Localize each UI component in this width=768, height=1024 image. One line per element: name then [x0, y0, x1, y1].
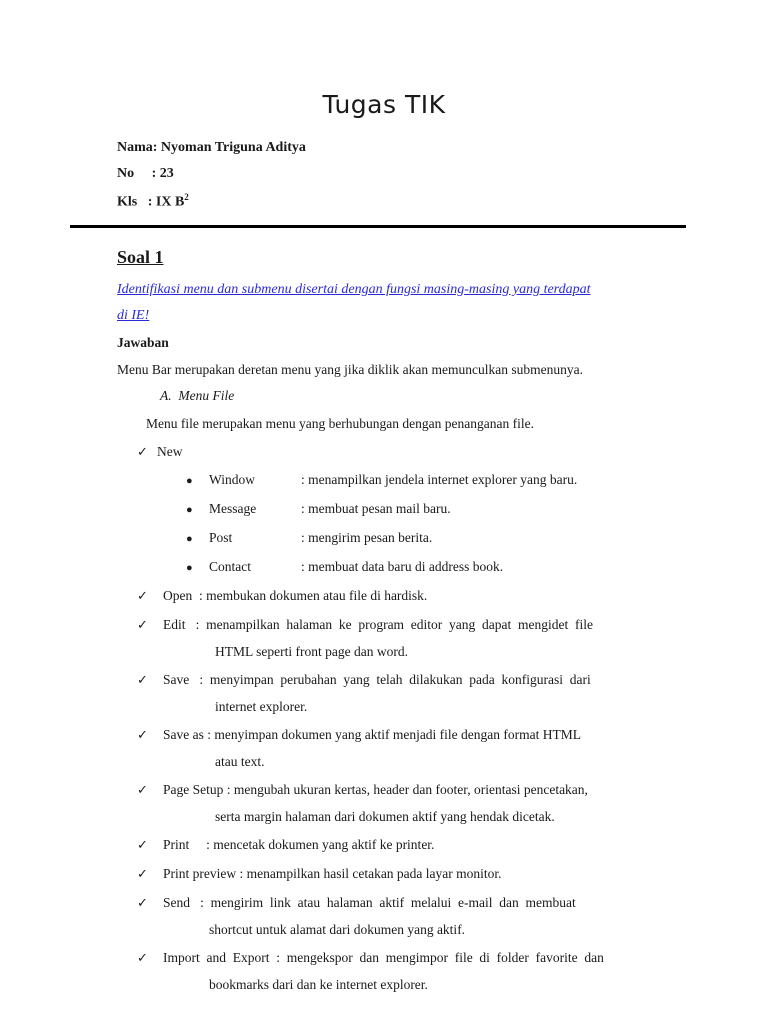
section-a-heading: A. Menu File — [160, 388, 235, 403]
submenu-desc: : membuat data baru di address book. — [301, 559, 504, 574]
horizontal-rule — [70, 225, 686, 228]
checkmark-icon: ✓ — [137, 672, 148, 687]
item-send-line2: shortcut untuk alamat dari dokumen yang aktif. — [209, 922, 466, 937]
new-label: New — [157, 444, 183, 459]
student-name: Nama: Nyoman Triguna Aditya — [117, 140, 306, 155]
item-edit-line2: HTML seperti front page dan word. — [215, 644, 408, 659]
submenu-label: Message — [209, 501, 257, 516]
class-superscript: 2 — [184, 192, 189, 202]
checkmark-icon: ✓ — [137, 588, 148, 603]
student-number: No : 23 — [117, 166, 174, 181]
item-importexport-line2: bookmarks dari dan ke internet explorer. — [209, 977, 428, 992]
bullet-icon: ● — [186, 533, 193, 545]
intro-text: Menu Bar merupakan deretan menu yang jika diklik akan memunculkan submenunya. — [117, 362, 583, 377]
item-pagesetup-line1: Page Setup : mengubah ukuran kertas, header dan footer, orientasi pencetakan, — [163, 782, 588, 797]
page-title: Tugas TIK — [322, 90, 446, 119]
student-class — [117, 192, 189, 211]
checkmark-icon: ✓ — [137, 866, 148, 881]
item-print: Print : mencetak dokumen yang aktif ke printer. — [163, 837, 435, 852]
soal-heading: Soal 1 — [117, 247, 164, 267]
submenu-desc: : mengirim pesan berita. — [301, 530, 433, 545]
checkmark-icon: ✓ — [137, 617, 148, 632]
submenu-label: Post — [209, 530, 233, 545]
checkmark-icon: ✓ — [137, 727, 148, 742]
checkmark-icon: ✓ — [137, 782, 148, 797]
checkmark-icon: ✓ — [137, 950, 148, 965]
question-line-2[interactable]: di IE! — [117, 308, 150, 323]
question-line-1[interactable]: Identifikasi menu dan submenu disertai dengan fungsi masing-masing yang terdapat — [117, 282, 591, 297]
item-save-line1: Save : menyimpan perubahan yang telah dilakukan pada konfigurasi dari — [163, 672, 591, 687]
item-saveas-line1: Save as : menyimpan dokumen yang aktif menjadi file dengan format HTML — [163, 727, 582, 742]
item-save-line2: internet explorer. — [215, 699, 308, 714]
bullet-icon: ● — [186, 475, 193, 487]
item-importexport-line1: Import and Export : mengekspor dan mengimpor file di folder favorite dan — [163, 950, 604, 965]
item-pagesetup-line2: serta margin halaman dari dokumen aktif yang hendak dicetak. — [215, 809, 555, 824]
submenu-desc: : membuat pesan mail baru. — [301, 501, 451, 516]
bullet-icon: ● — [186, 504, 193, 516]
item-open: Open : membukan dokumen atau file di hardisk. — [163, 588, 428, 603]
checkmark-icon: ✓ — [137, 895, 148, 910]
checkmark-icon: ✓ — [137, 837, 148, 852]
jawaban-label: Jawaban — [117, 335, 169, 350]
checkmark-icon: ✓ — [137, 444, 148, 459]
item-saveas-line2: atau text. — [215, 754, 265, 769]
submenu-label: Contact — [209, 559, 251, 574]
class-text: Kls : IX B — [117, 194, 185, 210]
section-a-description: Menu file merupakan menu yang berhubungan dengan penanganan file. — [146, 416, 534, 431]
submenu-label: Window — [209, 472, 255, 487]
bullet-icon: ● — [186, 562, 193, 574]
item-printpreview: Print preview : menampilkan hasil cetakan pada layar monitor. — [163, 866, 502, 881]
submenu-desc: : menampilkan jendela internet explorer yang baru. — [301, 472, 578, 487]
item-send-line1: Send : mengirim link atau halaman aktif melalui e-mail dan membuat — [163, 895, 576, 910]
item-edit-line1: Edit : menampilkan halaman ke program editor yang dapat mengidet file — [163, 617, 593, 632]
